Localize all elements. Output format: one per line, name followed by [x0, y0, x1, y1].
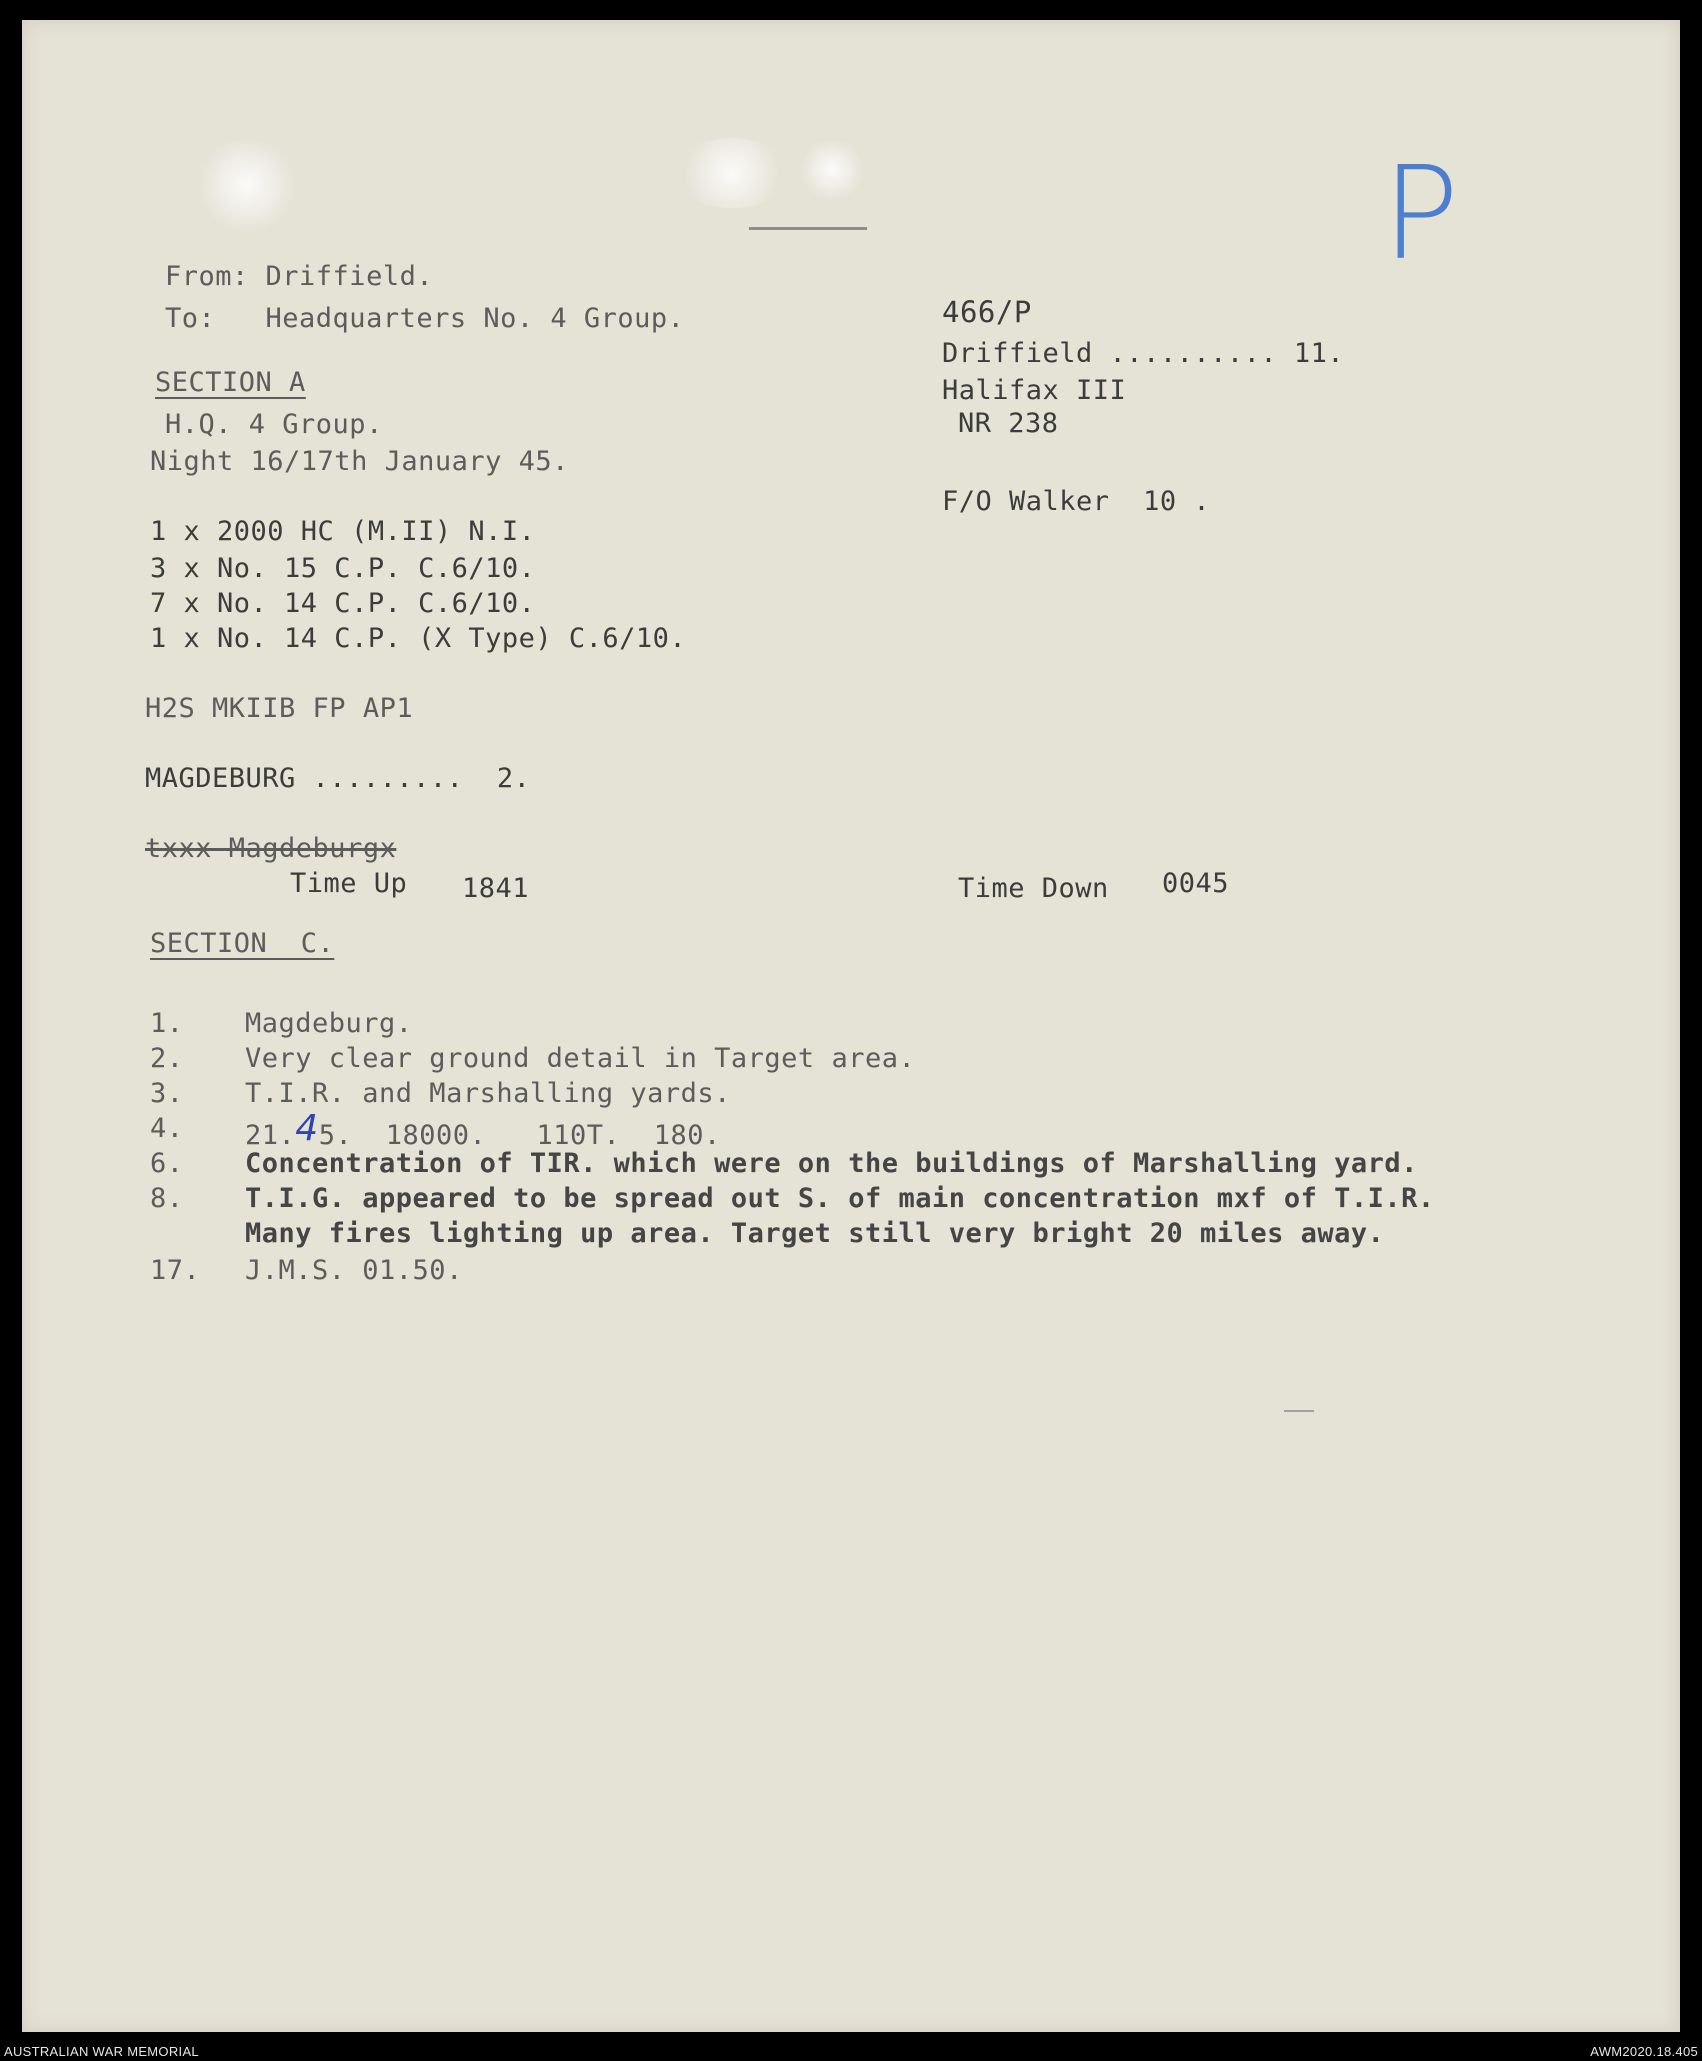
aircraft-serial: NR 238 [958, 408, 1059, 439]
time-up-value: 1841 [462, 873, 530, 904]
from-line: From: Driffield. [165, 261, 434, 292]
handwritten-digit: 4 [295, 1108, 319, 1149]
station-line: Driffield .......... 11. [942, 338, 1345, 369]
item-text: J.M.S. 01.50. [245, 1255, 463, 1286]
reference-number: 466/P [942, 295, 1032, 329]
paper-blemish [672, 138, 792, 208]
handwritten-mark: P [1382, 140, 1460, 289]
item-number: 17. [150, 1255, 201, 1286]
top-rule [749, 227, 867, 230]
pencil-dash [1284, 1410, 1314, 1412]
time-down-value: 0045 [1162, 868, 1230, 899]
section-a-heading: SECTION A [155, 367, 306, 398]
target-line: MAGDEBURG ......... 2. [145, 763, 531, 794]
item-text-item4 [245, 1108, 721, 1151]
footer-left: AUSTRALIAN WAR MEMORIAL [4, 2044, 199, 2059]
time-down-label: Time Down [958, 873, 1109, 904]
item-number: 3. [150, 1078, 184, 1109]
document-page [22, 20, 1680, 2032]
paper-blemish [192, 140, 302, 230]
bomb-load-line: 3 x No. 15 C.P. C.6/10. [150, 553, 536, 584]
date-line: Night 16/17th January 45. [150, 446, 569, 477]
group-line: H.Q. 4 Group. [165, 409, 383, 440]
captain-line: F/O Walker 10 . [942, 486, 1211, 517]
paper-blemish [797, 140, 867, 200]
item-number: 1. [150, 1008, 184, 1039]
item-number: 4. [150, 1113, 184, 1144]
bomb-load-line: 1 x No. 14 C.P. (X Type) C.6/10. [150, 623, 687, 654]
aircraft-type: Halifax III [942, 375, 1127, 406]
item-text: T.I.R. and Marshalling yards. [245, 1078, 731, 1109]
time-up-label: Time Up [290, 868, 408, 899]
to-line: To: Headquarters No. 4 Group. [165, 303, 685, 334]
bomb-load-line: 1 x 2000 HC (M.II) N.I. [150, 516, 536, 547]
equipment-line: H2S MKIIB FP AP1 [145, 693, 414, 724]
item-text: T.I.G. appeared to be spread out S. of main concentration mxf of T.I.R. [245, 1183, 1435, 1214]
item4-after: 5. 18000. 110T. 180. [318, 1120, 721, 1151]
struck-out-text: txxx Magdeburgx [145, 833, 397, 864]
item4-before: 21. [245, 1120, 296, 1151]
item-text: Very clear ground detail in Target area. [245, 1043, 916, 1074]
item-text-continued: Many fires lighting up area. Target still very bright 20 miles away. [245, 1218, 1385, 1249]
item-text: Concentration of TIR. which were on the buildings of Marshalling yard. [245, 1148, 1418, 1179]
section-c-heading: SECTION C. [150, 928, 335, 959]
footer-right: AWM2020.18.405 [1590, 2044, 1698, 2059]
bomb-load-line: 7 x No. 14 C.P. C.6/10. [150, 588, 536, 619]
item-number: 2. [150, 1043, 184, 1074]
item-number: 8. [150, 1183, 184, 1214]
item-number: 6. [150, 1148, 184, 1179]
item-text: Magdeburg. [245, 1008, 413, 1039]
